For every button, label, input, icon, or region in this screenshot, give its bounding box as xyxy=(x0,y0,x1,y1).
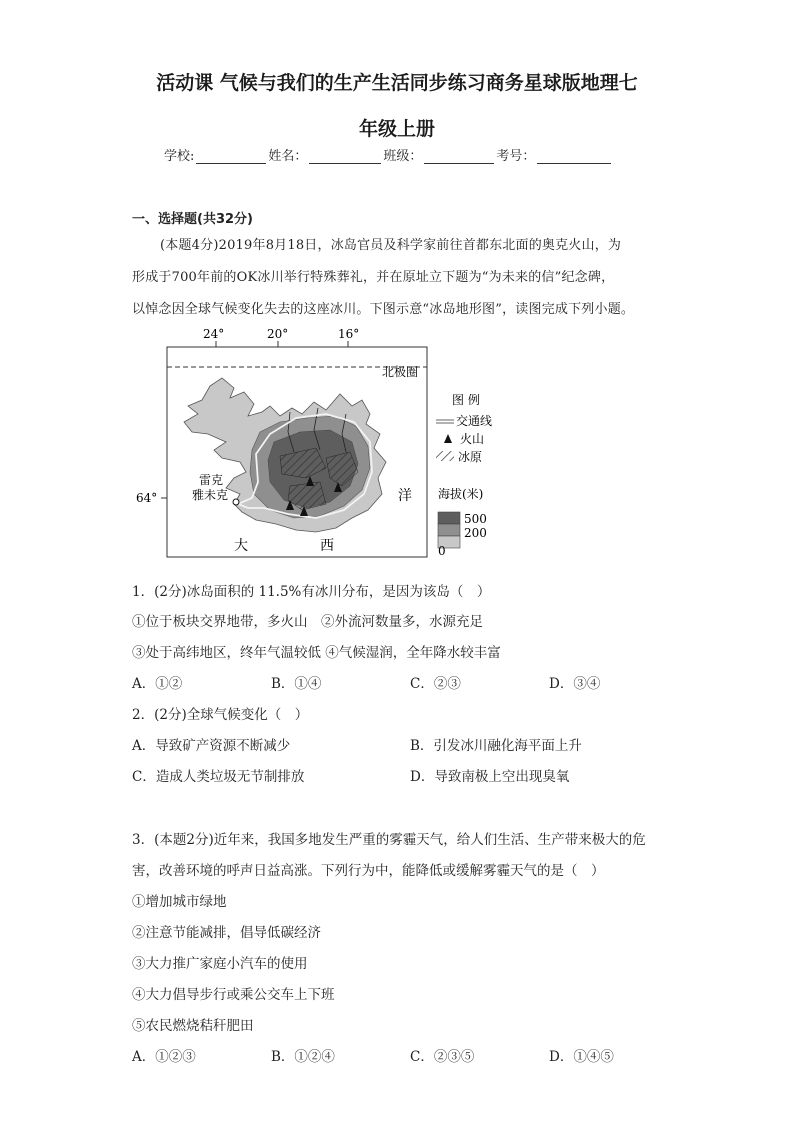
question-1-option-a[interactable]: A．①② xyxy=(132,676,183,692)
question-2-option-b[interactable]: B．引发冰川融化海平面上升 xyxy=(410,738,582,754)
legend-elev-200: 200 xyxy=(464,526,487,540)
question-1-option-d[interactable]: D．③④ xyxy=(549,676,601,692)
question-3-statement: ④大力倡导步行或乘公交车上下班 xyxy=(132,987,335,1003)
question-3-statement: ⑤农民燃烧秸秆肥田 xyxy=(132,1018,254,1034)
number-label: 考号： xyxy=(496,149,536,164)
question-2-option-c[interactable]: C．造成人类垃圾无节制排放 xyxy=(132,769,305,785)
legend-elev-0: 0 xyxy=(438,544,446,558)
class-field[interactable] xyxy=(424,151,494,164)
class-label: 班级： xyxy=(383,149,423,164)
question-1-option-b[interactable]: B．①④ xyxy=(271,676,322,692)
legend-title: 图 例 xyxy=(452,393,480,407)
page-title-line2: 年级上册 xyxy=(358,118,435,140)
lon-label-20: 20° xyxy=(267,327,289,341)
question-3-option-d[interactable]: D．①④⑤ xyxy=(549,1049,614,1065)
question-3-stem: 3．(本题2分)近年来，我国多地发生严重的雾霾天气，给人们生活、生产带来极大的危 xyxy=(132,832,646,848)
arctic-circle-label: 北极圈 xyxy=(382,365,419,379)
legend-elev-500: 500 xyxy=(464,512,487,526)
intro-line-3: 以悼念因全球气候变化失去的这座冰川。下图示意“冰岛地形图”，读图完成下列小题。 xyxy=(132,302,635,317)
name-label: 姓名： xyxy=(268,149,308,164)
section-heading: 一、选择题(共32分) xyxy=(132,212,253,227)
question-2-option-a[interactable]: A．导致矿产资源不断减少 xyxy=(132,738,291,754)
question-2-option-d[interactable]: D．导致南极上空出现臭氧 xyxy=(410,769,570,785)
iceland-map xyxy=(130,322,510,562)
intro-line-1: (本题4分)2019年8月18日，冰岛官员及科学家前往首都东北面的奥克火山，为 xyxy=(160,238,622,253)
legend-volcano: 火山 xyxy=(460,432,485,446)
city-label-1: 雷克 xyxy=(199,473,224,487)
lat-label-64: 64° xyxy=(136,491,158,505)
question-1-statement: ①位于板块交界地带，多火山 ②外流河数量多，水源充足 xyxy=(132,614,483,630)
question-3-option-a[interactable]: A．①②③ xyxy=(132,1049,196,1065)
question-3-stem-line2: 害，改善环境的呼声日益高涨。下列行为中，能降低或缓解雾霾天气的是（ ） xyxy=(132,863,605,879)
number-field[interactable] xyxy=(537,151,611,164)
question-3-statement: ②注意节能减排，倡导低碳经济 xyxy=(132,925,321,941)
student-info-row xyxy=(164,145,613,164)
capital-dot xyxy=(233,499,239,505)
question-3-statement: ③大力推广家庭小汽车的使用 xyxy=(132,956,308,972)
question-2-stem: 2．(2分)全球气候变化（ ） xyxy=(132,707,309,723)
question-3-statement: ①增加城市绿地 xyxy=(132,894,227,910)
legend-elevation-title: 海拔(米) xyxy=(438,487,484,501)
question-3-option-b[interactable]: B．①②④ xyxy=(271,1049,335,1065)
lon-label-24: 24° xyxy=(203,327,225,341)
ocean-label-3: 西 xyxy=(320,538,334,554)
city-label-2: 雅未克 xyxy=(192,488,229,502)
ocean-label-2: 大 xyxy=(234,538,248,554)
question-1-option-c[interactable]: C．②③ xyxy=(410,676,461,692)
question-1-statement: ③处于高纬地区，终年气温较低 ④气候湿润，全年降水较丰富 xyxy=(132,645,501,661)
legend-road: 交通线 xyxy=(456,414,493,428)
question-3-option-c[interactable]: C．②③⑤ xyxy=(410,1049,475,1065)
lon-label-16: 16° xyxy=(338,327,360,341)
question-1-stem: 1．(2分)冰岛面积的 11.5%有冰川分布，是因为该岛（ ） xyxy=(132,584,491,600)
legend-volcano-icon xyxy=(444,434,452,443)
ocean-label-1: 洋 xyxy=(398,488,412,504)
school-field[interactable] xyxy=(196,151,266,164)
page-title: 活动课 气候与我们的生产生活同步练习商务星球版地理七 xyxy=(156,72,638,94)
intro-line-2: 形成于700年前的OK冰川举行特殊葬礼，并在原址立下题为“为未来的信”纪念碑， xyxy=(132,270,615,285)
legend-ice: 冰原 xyxy=(458,450,483,464)
school-label: 学校: xyxy=(164,149,195,164)
name-field[interactable] xyxy=(309,151,381,164)
